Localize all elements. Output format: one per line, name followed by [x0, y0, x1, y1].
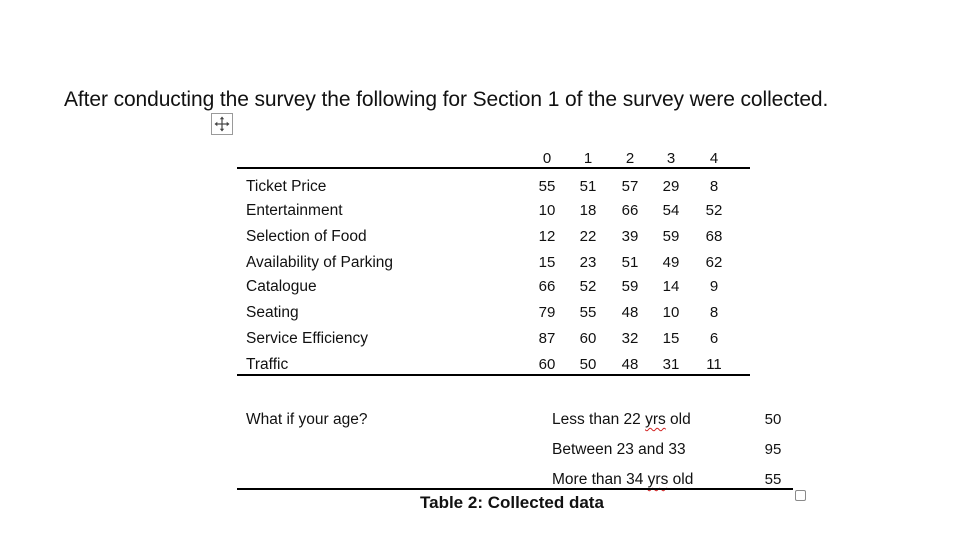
- table-bottom-rule: [237, 488, 793, 490]
- age-count: 55: [764, 471, 782, 488]
- age-option-suffix: old: [668, 471, 694, 488]
- age-option: [552, 471, 693, 489]
- age-option-text: Between 23 and 33: [552, 441, 686, 458]
- table-caption: Table 2: Collected data: [420, 493, 604, 512]
- age-option-text: More than 34: [552, 471, 648, 488]
- table-top-rule: [237, 167, 750, 169]
- age-option: [552, 411, 691, 429]
- table-cell: 6: [709, 330, 719, 347]
- move-arrows-icon[interactable]: [211, 113, 233, 135]
- table-cell: 23: [579, 254, 597, 271]
- table-cell: 12: [538, 228, 556, 245]
- age-option-text: Less than 22: [552, 411, 646, 428]
- table-cell: 11: [706, 356, 722, 373]
- table-cell: 48: [621, 304, 639, 321]
- column-header: 3: [666, 150, 676, 167]
- table-cell: 10: [662, 304, 680, 321]
- age-option: [552, 441, 686, 459]
- row-label: Availability of Parking: [246, 254, 394, 271]
- table-cell: 68: [705, 228, 723, 245]
- table-cell: 52: [705, 202, 723, 219]
- table-cell: 62: [705, 254, 723, 271]
- table-cell: 18: [579, 202, 597, 219]
- collected-data-table: [237, 0, 837, 534]
- table-cell: 60: [538, 356, 556, 373]
- table-cell: 66: [538, 278, 556, 295]
- row-label: Catalogue: [246, 278, 317, 295]
- table-cell: 57: [621, 178, 639, 195]
- resize-handle-icon[interactable]: [795, 490, 806, 501]
- table-cell: 52: [579, 278, 597, 295]
- table-cell: 66: [621, 202, 639, 219]
- table-cell: 32: [621, 330, 639, 347]
- row-label: Seating: [246, 304, 299, 321]
- table-cell: 39: [621, 228, 639, 245]
- table-cell: 29: [662, 178, 680, 195]
- row-label: Entertainment: [246, 202, 343, 219]
- age-count: 95: [764, 441, 782, 458]
- row-label: Traffic: [246, 356, 289, 373]
- move-arrows-glyph: [214, 116, 230, 132]
- table-cell: 51: [621, 254, 639, 271]
- table-cell: 22: [579, 228, 597, 245]
- row-label: Service Efficiency: [246, 330, 369, 347]
- table-cell: 31: [662, 356, 680, 373]
- spellcheck-flagged-word[interactable]: yrs: [645, 411, 666, 428]
- table-cell: 50: [579, 356, 597, 373]
- table-cell: 55: [538, 178, 556, 195]
- row-label: Selection of Food: [246, 228, 367, 245]
- table-cell: 48: [621, 356, 639, 373]
- table-cell: 9: [709, 278, 719, 295]
- intro-text: After conducting the survey the following for Section 1 of the survey were collected.: [64, 88, 829, 111]
- age-count: 50: [764, 411, 782, 428]
- age-option-suffix: old: [665, 411, 691, 428]
- age-question: What if your age?: [246, 411, 368, 428]
- table-cell: 59: [662, 228, 680, 245]
- table-cell: 8: [709, 178, 719, 195]
- table-cell: 15: [662, 330, 680, 347]
- column-header: 2: [625, 150, 635, 167]
- table-cell: 79: [538, 304, 556, 321]
- spellcheck-flagged-word[interactable]: yrs: [647, 471, 669, 488]
- table-cell: 60: [579, 330, 597, 347]
- table-cell: 87: [538, 330, 556, 347]
- table-cell: 14: [662, 278, 680, 295]
- column-header: 4: [709, 150, 719, 167]
- table-cell: 59: [621, 278, 639, 295]
- table-cell: 54: [662, 202, 680, 219]
- row-label: Ticket Price: [246, 178, 327, 195]
- table-cell: 49: [662, 254, 680, 271]
- column-header: 0: [542, 150, 552, 167]
- table-cell: 15: [538, 254, 556, 271]
- table-cell: 51: [579, 178, 597, 195]
- table-cell: 55: [579, 304, 597, 321]
- table-mid-rule: [237, 374, 750, 376]
- table-cell: 10: [538, 202, 556, 219]
- table-cell: 8: [709, 304, 719, 321]
- column-header: 1: [583, 150, 593, 167]
